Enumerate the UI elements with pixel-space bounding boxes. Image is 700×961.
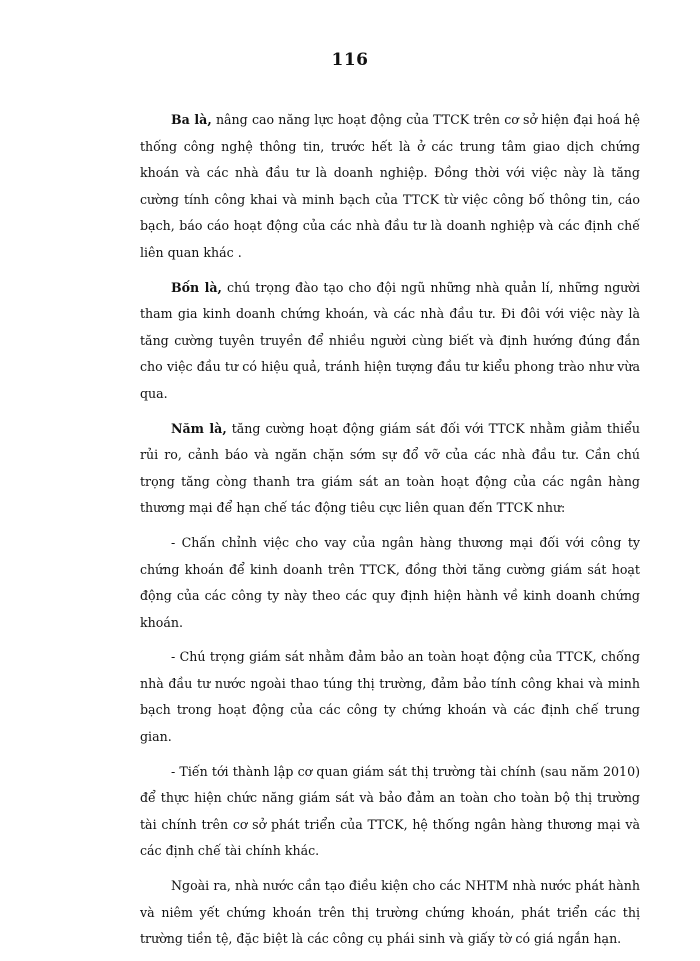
- document-body: [140, 107, 640, 961]
- bullet-paragraph-1: [140, 530, 640, 636]
- paragraph-text: - Chấn chỉnh việc cho vay của ngân hàng thương mại đối với công ty chứng khoán để kinh doanh trên TTCK, đồng thời tăng cường giám sát hoạt động của các công ty này theo các quy định hiện hành về kinh doanh chứng khoán.: [140, 534, 640, 630]
- closing-paragraph: [140, 873, 640, 953]
- paragraph-text: - Tiến tới thành lập cơ quan giám sát thị trường tài chính (sau năm 2010) để thực hiện chức năng giám sát và bảo đảm an toàn cho toàn bộ thị trường tài chính trên cơ sở phát triển của TTCK, hệ thống ngân hàng thương mại và các định chế tài chính khác.: [140, 763, 640, 859]
- paragraph-text: Ngoài ra, nhà nước cần tạo điều kiện cho các NHTM nhà nước phát hành và niêm yết chứng khoán trên thị trường chứng khoán, phát triển các thị trường tiền tệ, đặc biệt là các công cụ phái sinh và giấy tờ có giá ngắn hạn.: [140, 878, 640, 947]
- page-number: 116: [331, 50, 369, 70]
- paragraph-lead: Ba là,: [171, 112, 212, 127]
- paragraph-bon-la: [140, 275, 640, 408]
- paragraph-text: nâng cao năng lực hoạt động của TTCK trên cơ sở hiện đại hoá hệ thống công nghệ thông tin, trước hết là ở các trung tâm giao dịch chứng khoán và các nhà đầu tư là doanh nghiệp. Đồng thời với việc này là tăng cường tính công khai và minh bạch của TTCK từ việc công bố thông tin, cáo bạch, báo cáo hoạt động của các nhà đầu tư là doanh nghiệp và các định chế liên quan khác .: [140, 112, 640, 260]
- paragraph-ba-la: [140, 107, 640, 267]
- paragraph-nam-la: [140, 416, 640, 522]
- paragraph-text: chú trọng đào tạo cho đội ngũ những nhà quản lí, những người tham gia kinh doanh chứng khoán, và các nhà đầu tư. Đi đôi với việc này là tăng cường tuyên truyền để nhiều người cùng biết và định hướng đúng đắn cho việc đầu tư có hiệu quả, tránh hiện tượng đầu tư kiểu phong trào như vừa qua.: [140, 279, 640, 401]
- bullet-paragraph-2: [140, 644, 640, 750]
- paragraph-text: tăng cường hoạt động giám sát đối với TTCK nhằm giảm thiểu rủi ro, cảnh báo và ngăn chặn sớm sự đổ vỡ của các nhà đầu tư. Cần chú trọng tăng còng thanh tra giám sát an toàn hoạt động của các ngân hàng thương mại để hạn chế tác động tiêu cực liên quan đến TTCK như:: [140, 420, 640, 516]
- paragraph-lead: Bốn là,: [171, 279, 222, 295]
- paragraph-lead: Năm là,: [171, 420, 227, 436]
- bullet-paragraph-3: [140, 759, 640, 865]
- paragraph-text: - Chú trọng giám sát nhằm đảm bảo an toàn hoạt động của TTCK, chống nhà đầu tư nước ngoài thao túng thị trường, đảm bảo tính công khai và minh bạch trong hoạt động của các công ty chứng khoán và các định chế trung gian.: [140, 649, 640, 745]
